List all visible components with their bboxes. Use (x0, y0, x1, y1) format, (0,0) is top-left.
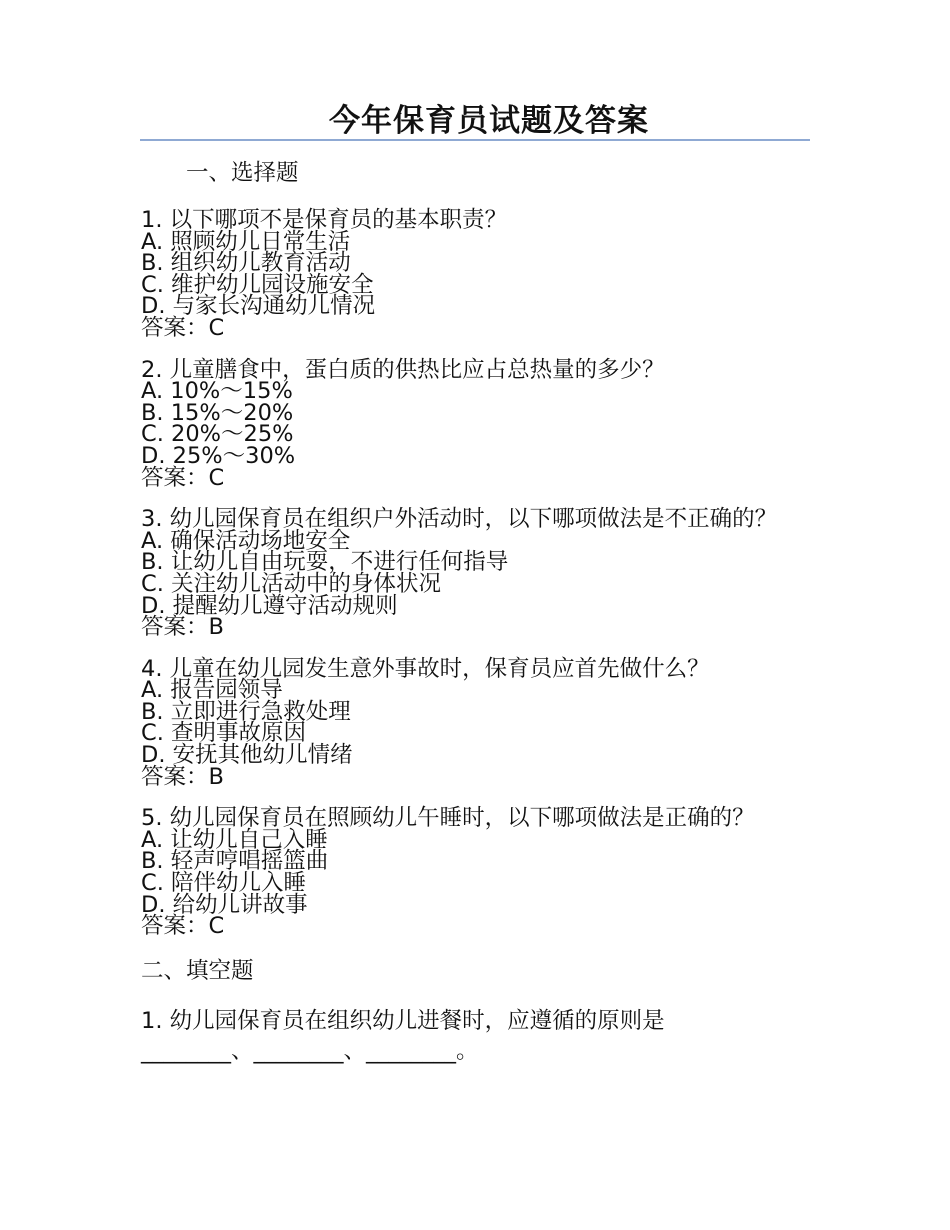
option-d: D. 与家长沟通幼儿情况 (141, 293, 376, 320)
question-stem: 5. 幼儿园保育员在照顾幼儿午睡时，以下哪项做法是正确的？ (141, 805, 755, 832)
question-5 (141, 805, 801, 940)
question-stem: 2. 儿童膳食中，蛋白质的供热比应占总热量的多少？ (141, 356, 665, 383)
question-stem: 4. 儿童在幼儿园发生意外事故时，保育员应首先做什么？ (141, 655, 710, 682)
fill-question-stem: 1. 幼儿园保育员在组织幼儿进餐时，应遵循的原则是 (141, 1007, 665, 1034)
title-underline (140, 139, 810, 141)
option-b: B. 让幼儿自由玩耍，不进行任何指导 (141, 549, 509, 576)
answer-line: 答案：B (141, 763, 224, 790)
option-a: A. 确保活动场地安全 (141, 527, 351, 554)
section-heading-choice: 一、选择题 (186, 160, 299, 186)
page-title: 今年保育员试题及答案 (329, 103, 649, 139)
fill-question-blanks: ________、________、________。 (141, 1037, 479, 1064)
option-a: A. 10%～15% (141, 378, 293, 405)
fill-question-1 (141, 1006, 801, 1066)
option-d: D. 提醒幼儿遵守活动规则 (141, 592, 398, 619)
question-stem: 3. 幼儿园保育员在组织户外活动时，以下哪项做法是不正确的？ (141, 506, 778, 533)
question-2 (141, 356, 801, 491)
question-4 (141, 655, 801, 790)
option-c: C. 陪伴幼儿入睡 (141, 870, 307, 897)
option-c: C. 关注幼儿活动中的身体状况 (141, 570, 442, 597)
option-c: C. 维护幼儿园设施安全 (141, 271, 374, 298)
option-a: A. 照顾幼儿日常生活 (141, 228, 351, 255)
answer-line: 答案：C (141, 314, 225, 341)
section-heading-fill: 二、填空题 (141, 957, 254, 984)
option-d: D. 安抚其他幼儿情绪 (141, 742, 353, 769)
answer-line: 答案：C (141, 464, 225, 491)
option-a: A. 报告园领导 (141, 677, 283, 704)
option-b: B. 组织幼儿教育活动 (141, 250, 351, 277)
option-b: B. 轻声哼唱摇篮曲 (141, 848, 329, 875)
option-c: C. 查明事故原因 (141, 720, 307, 747)
document-body (141, 158, 801, 1066)
question-1 (141, 207, 801, 341)
answer-line: 答案：B (141, 614, 224, 641)
option-d: D. 25%～30% (141, 442, 296, 469)
option-c: C. 20%～25% (141, 421, 294, 448)
option-d: D. 给幼儿讲故事 (141, 891, 308, 918)
answer-line: 答案：C (141, 913, 225, 940)
option-a: A. 让幼儿自己入睡 (141, 826, 328, 853)
question-stem: 1. 以下哪项不是保育员的基本职责？ (141, 207, 508, 233)
question-3 (141, 506, 801, 641)
option-b: B. 立即进行急救处理 (141, 698, 351, 725)
option-b: B. 15%～20% (141, 399, 294, 426)
